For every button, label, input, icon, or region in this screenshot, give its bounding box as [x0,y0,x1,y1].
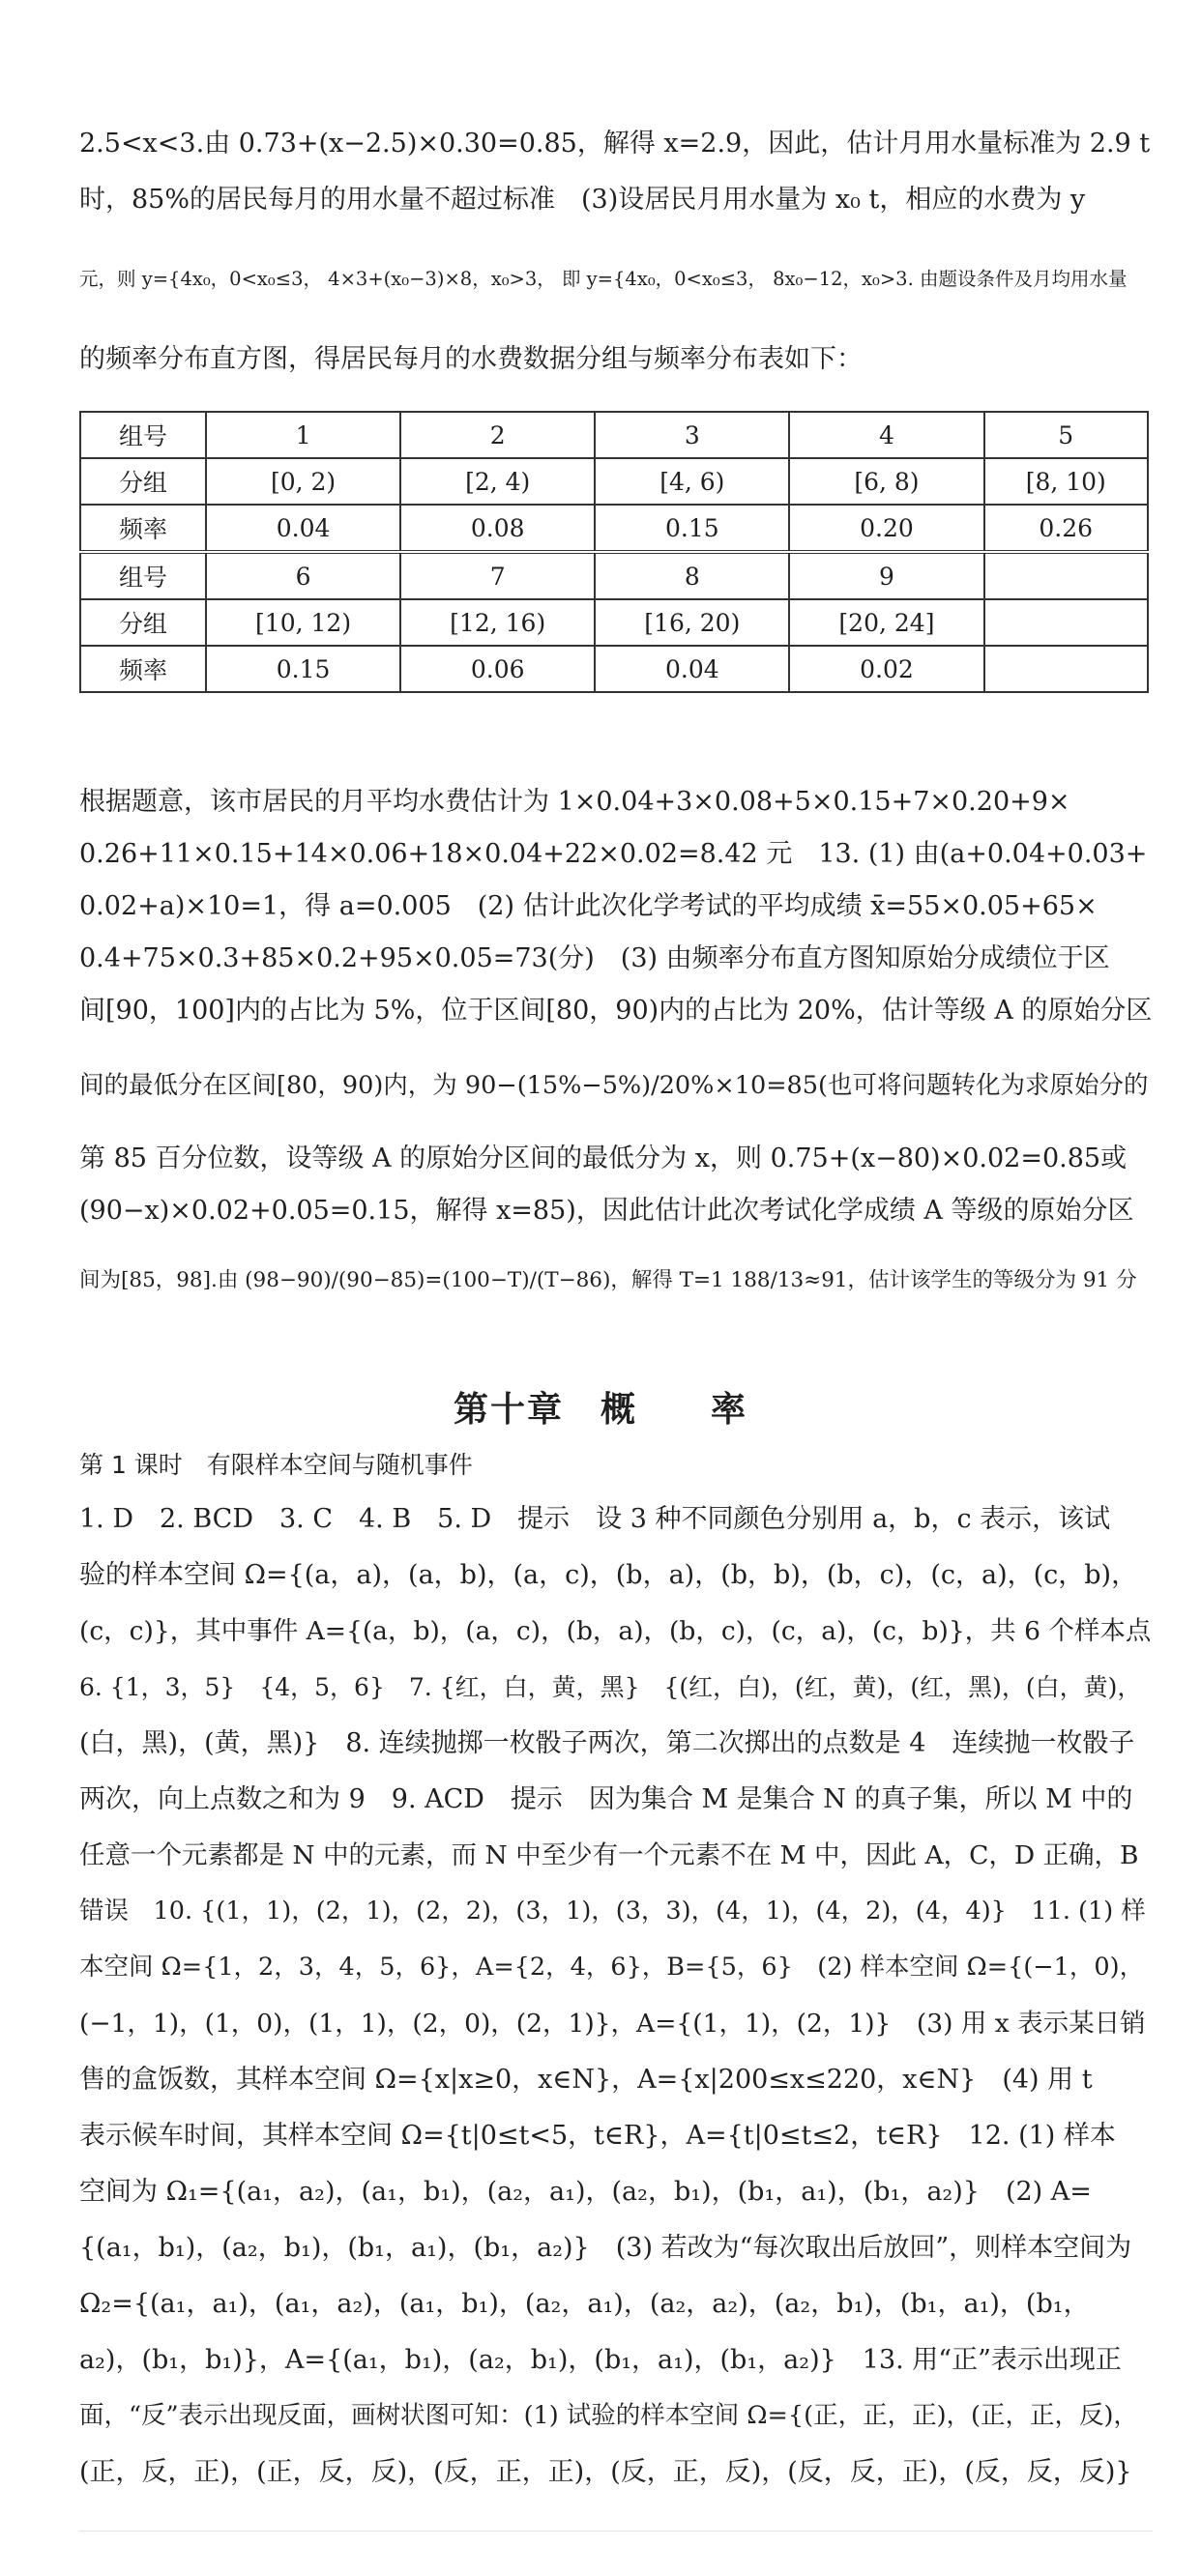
table-cell: [2, 4) [400,458,595,505]
table-header-cell: 分组 [80,458,206,505]
table-header-cell: 频率 [80,505,206,552]
text-line: Ω₂={(a₁，a₁)，(a₁，a₂)，(a₁，b₁)，(a₂，a₁)，(a₂，a₂)，(a₂，b₁)，(b₁，a₁)，(b₁， [79,2289,1090,2319]
table-cell: 0.15 [595,505,789,552]
table-cell: [8, 10) [984,458,1149,505]
text-line: 表示候车时间，其样本空间 Ω={t|0≤t<5，t∈R}，A={t|0≤t≤2，t∈R} 12. (1) 样本 [79,2121,1116,2151]
table-cell: 7 [400,552,595,599]
text-line: 6. {1，3，5} {4，5，6} 7. {红，白，黄，黑} {(红，白)，(红，黄)，(红，黑)，(白，黄)， [79,1673,1142,1701]
text-line: 错误 10. {(1，1)，(2，1)，(2，2)，(3，1)，(3，3)，(4，1)，(4，2)，(4，4)} 11. (1) 样 [79,1896,1146,1925]
text-line: 根据题意，该市居民的月平均水费估计为 1×0.04+3×0.08+5×0.15+7×0.20+9× [79,787,1070,817]
text-line: (正，反，正)，(正，反，反)，(反，正，正)，(反，正，反)，(反，反，正)，(反，反，反)} [79,2457,1132,2487]
table-cell: 4 [789,412,983,458]
table-cell: 0.15 [206,646,400,692]
table-header-cell: 频率 [80,646,206,692]
table-cell [984,599,1149,646]
text-line: 的频率分布直方图，得居民每月的水费数据分组与频率分布表如下： [79,344,863,374]
text-line: 任意一个元素都是 N 中的元素，而 N 中至少有一个元素不在 M 中，因此 A，C，D 正确，B [79,1840,1139,1870]
text-line: (90−x)×0.02+0.05=0.15，解得 x=85)，因此估计此次考试化学成绩 A 等级的原始分区 [79,1196,1134,1226]
text-line: 两次，向上点数之和为 9 9. ACD 提示 因为集合 M 是集合 N 的真子集，所以 M 中的 [79,1784,1133,1814]
fraction-formula-line: 间为[85，98].由 (98−90)/(90−85)=(100−T)/(T−86)，解得 T=1 188/13≈91，估计该学生的等级分为 91 分 [79,1268,1137,1292]
frequency-table [79,411,1149,693]
text-line: (c，c)}，其中事件 A={(a，b)，(a，c)，(b，a)，(b，c)，(c，a)，(c，b)}，共 6 个样本点 [79,1616,1152,1646]
text-line: {(a₁，b₁)，(a₂，b₁)，(b₁，a₁)，(b₁，a₂)} (3) 若改为“每次取出后放回”，则样本空间为 [79,2233,1132,2263]
text-line: 间[90，100]内的占比为 5%，位于区间[80，90)内的占比为 20%，估计等级 A 的原始分区 [79,996,1153,1026]
table-cell: [0, 2) [206,458,400,505]
text-line: 1. D 2. BCD 3. C 4. B 5. D 提示 设 3 种不同颜色分别用 a，b，c 表示，该试 [79,1504,1111,1534]
table-cell: [10, 12) [206,599,400,646]
table-row [80,552,1148,599]
table-row [80,458,1148,505]
text-line: 0.26+11×0.15+14×0.06+18×0.04+22×0.02=8.42 元 13. (1) 由(a+0.04+0.03+ [79,839,1148,869]
text-line: a₂)，(b₁，b₁)}，A={(a₁，b₁)，(a₂，b₁)，(b₁，a₁)，(b₁，a₂)} 13. 用“正”表示出现正 [79,2345,1122,2375]
table-cell: 6 [206,552,400,599]
table-cell: [20, 24] [789,599,983,646]
table-row [80,505,1148,552]
piecewise-formula-line: 元，则 y={4x₀，0<x₀≤3， 4×3+(x₀−3)×8，x₀>3， 即 y={4x₀，0<x₀≤3， 8x₀−12，x₀>3. 由题设条件及月均用水量 [79,268,1128,290]
table-header-cell: 组号 [80,412,206,458]
table-cell [984,646,1149,692]
text-line: 0.02+a)×10=1，得 a=0.005 (2) 估计此次化学考试的平均成绩 x̄=55×0.05+65× [79,891,1098,921]
table-cell: [6, 8) [789,458,983,505]
text-line: 本空间 Ω={1，2，3，4，5，6}，A={2，4，6}，B={5，6} (2) 样本空间 Ω={(−1，0)， [79,1953,1145,1982]
table-cell: 0.04 [206,505,400,552]
table-row [80,412,1148,458]
table-cell: 0.26 [984,505,1149,552]
text-line: 2.5<x<3.由 0.73+(x−2.5)×0.30=0.85，解得 x=2.9，因此，估计月用水量标准为 2.9 t [79,129,1151,159]
table-cell: 0.20 [789,505,983,552]
table-cell: 9 [789,552,983,599]
table-cell: 0.06 [400,646,595,692]
table-cell: 0.02 [789,646,983,692]
table-cell: 0.08 [400,505,595,552]
text-line: 面，“反”表示出现反面，画树状图可知：(1) 试验的样本空间 Ω={(正，正，正)，(正，正，反)， [79,2401,1138,2430]
text-line: 第 85 百分位数，设等级 A 的原始分区间的最低分为 x，则 0.75+(x−80)×0.02=0.85或 [79,1143,1128,1173]
chapter-title: 第十章 概 率 [453,1390,747,1430]
text-line: (−1，1)，(1，0)，(1，1)，(2，0)，(2，1)}，A={(1，1)，(2，1)} (3) 用 x 表示某日销 [79,2009,1146,2039]
text-line: 空间为 Ω₁={(a₁，a₂)，(a₁，b₁)，(a₂，a₁)，(a₂，b₁)，(b₁，a₁)，(b₁，a₂)} (2) A= [79,2177,1092,2207]
table-cell: 0.04 [595,646,789,692]
lesson-title: 第 1 课时 有限样本空间与随机事件 [79,1451,473,1479]
text-line: 售的盒饭数，其样本空间 Ω={x|x≥0，x∈N}，A={x|200≤x≤220，x∈N} (4) 用 t [79,2065,1093,2095]
table-header-cell: 组号 [80,552,206,599]
table-cell: 8 [595,552,789,599]
table-cell: 1 [206,412,400,458]
table-row [80,599,1148,646]
page-bottom-divider [79,2531,1153,2532]
table-header-cell: 分组 [80,599,206,646]
table-cell [984,552,1149,599]
text-line: 0.4+75×0.3+85×0.2+95×0.05=73(分) (3) 由频率分布直方图知原始分成绩位于区 [79,943,1110,973]
text-line: 时，85%的居民每月的用水量不超过标准 (3)设居民月用水量为 x₀ t，相应的水费为 y [79,185,1086,215]
table-cell: [4, 6) [595,458,789,505]
table-cell: [16, 20) [595,599,789,646]
fraction-formula-line: 间的最低分在区间[80，90)内，为 90−(15%−5%)/20%×10=85(也可将问题转化为求原始分的 [79,1071,1149,1100]
table-cell: 3 [595,412,789,458]
table-cell: [12, 16) [400,599,595,646]
text-line: (白，黑)，(黄，黑)} 8. 连续抛掷一枚骰子两次，第二次掷出的点数是 4 连续抛一枚骰子 [79,1728,1135,1758]
table-row [80,646,1148,692]
table-cell: 2 [400,412,595,458]
text-line: 验的样本空间 Ω={(a，a)，(a，b)，(a，c)，(b，a)，(b，b)，(b，c)，(c，a)，(c，b)， [79,1560,1138,1590]
table-cell: 5 [984,412,1149,458]
